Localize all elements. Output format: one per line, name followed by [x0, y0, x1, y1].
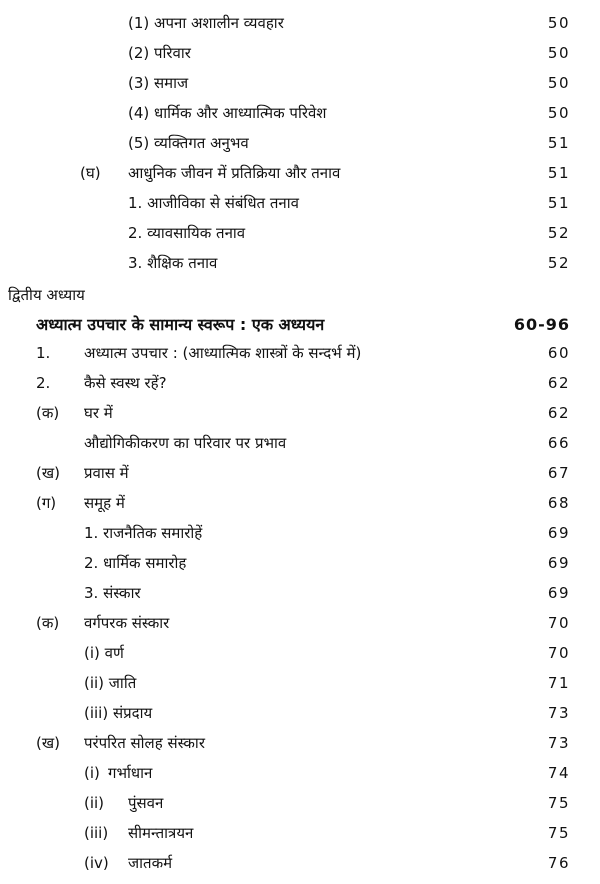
entry-text: औद्योगिकीकरण का परिवार पर प्रभाव: [84, 434, 287, 452]
page-number: 73: [547, 734, 570, 752]
entry-text: आधुनिक जीवन में प्रतिक्रिया और तनाव: [128, 164, 341, 182]
entry-text: (4) धार्मिक और आध्यात्मिक परिवेश: [128, 104, 327, 122]
entry-text: परंपरित सोलह संस्कार: [84, 734, 205, 752]
page-number: 50: [547, 44, 570, 62]
toc-entry: [0, 518, 600, 548]
entry-text: पुंसवन: [128, 794, 164, 812]
toc-entry: [0, 338, 600, 368]
page-number: 62: [547, 404, 570, 422]
toc-entry: [0, 428, 600, 458]
entry-text: अध्यात्म उपचार : (आध्यात्मिक शास्त्रों के सन्दर्भ में): [84, 344, 362, 362]
toc-entry: [0, 248, 600, 278]
page-number: 51: [547, 164, 570, 182]
page-number: 75: [547, 794, 570, 812]
entry-text: 2. धार्मिक समारोह: [84, 554, 187, 572]
entry-text: 1. राजनैतिक समारोहें: [84, 524, 203, 542]
entry-text: (iii) संप्रदाय: [84, 704, 153, 722]
toc-entry: [0, 848, 600, 878]
page-number: 66: [547, 434, 570, 452]
toc-entry: [0, 578, 600, 608]
entry-text: (5) व्यक्तिगत अनुभव: [128, 134, 249, 152]
entry-text: (3) समाज: [128, 74, 189, 92]
entry-marker: (घ): [80, 164, 101, 182]
page-number: 52: [547, 254, 570, 272]
entry-text: 3. संस्कार: [84, 584, 141, 602]
toc-entry: [0, 638, 600, 668]
toc-entry: [0, 8, 600, 38]
chapter-title: अध्यात्म उपचार के सामान्य स्वरूप : एक अध्ययन: [36, 315, 325, 334]
page-number: 51: [547, 134, 570, 152]
page-range: 60-96: [513, 315, 570, 334]
toc-entry: [0, 488, 600, 518]
entry-marker: (i): [84, 764, 100, 782]
entry-text: सीमन्तात्रयन: [128, 824, 194, 842]
page-number: 50: [547, 104, 570, 122]
page-number: 67: [547, 464, 570, 482]
page-number: 74: [547, 764, 570, 782]
toc-entry: [0, 38, 600, 68]
toc-entry: [0, 188, 600, 218]
entry-text: 2. व्यावसायिक तनाव: [128, 224, 246, 242]
entry-text: घर में: [84, 404, 113, 422]
page-number: 50: [547, 74, 570, 92]
entry-marker: (iii): [84, 824, 109, 842]
toc-entry: [0, 758, 600, 788]
entry-marker: 2.: [36, 374, 51, 392]
chapter-label: द्वितीय अध्याय: [8, 286, 85, 304]
page-number: 73: [547, 704, 570, 722]
entry-text: (i) वर्ण: [84, 644, 124, 662]
toc-entry: [0, 818, 600, 848]
entry-marker: (क): [36, 614, 60, 632]
toc-entry: [0, 458, 600, 488]
toc-entry: [0, 668, 600, 698]
chapter-title-row: [0, 310, 600, 340]
entry-text: 1. आजीविका से संबंधित तनाव: [128, 194, 299, 212]
toc-entry: [0, 368, 600, 398]
page-number: 70: [547, 644, 570, 662]
toc-entry: [0, 548, 600, 578]
page-number: 69: [547, 584, 570, 602]
page-number: 75: [547, 824, 570, 842]
toc-entry: [0, 98, 600, 128]
entry-marker: (ii): [84, 794, 105, 812]
page-number: 69: [547, 524, 570, 542]
entry-text: गर्भाधान: [108, 764, 153, 782]
entry-text: प्रवास में: [84, 464, 129, 482]
entry-text: कैसे स्वस्थ रहें?: [84, 374, 167, 392]
page-number: 76: [547, 854, 570, 872]
page-number: 52: [547, 224, 570, 242]
toc-entry: [0, 788, 600, 818]
toc-entry: [0, 728, 600, 758]
toc-entry: [0, 128, 600, 158]
entry-marker: (ख): [36, 734, 60, 752]
entry-text: (ii) जाति: [84, 674, 137, 692]
page-number: 70: [547, 614, 570, 632]
page-number: 50: [547, 14, 570, 32]
entry-text: वर्गपरक संस्कार: [84, 614, 170, 632]
entry-marker: (iv): [84, 854, 109, 872]
toc-entry: [0, 158, 600, 188]
entry-text: जातकर्म: [128, 854, 173, 872]
toc-entry: [0, 698, 600, 728]
entry-marker: 1.: [36, 344, 51, 362]
page-number: 62: [547, 374, 570, 392]
page-number: 68: [547, 494, 570, 512]
entry-marker: (क): [36, 404, 60, 422]
chapter-label-row: [0, 280, 600, 310]
entry-text: समूह में: [84, 494, 125, 512]
entry-marker: (ग): [36, 494, 57, 512]
entry-text: 3. शैक्षिक तनाव: [128, 254, 218, 272]
page-number: 51: [547, 194, 570, 212]
entry-text: (1) अपना अशालीन व्यवहार: [128, 14, 284, 32]
entry-marker: (ख): [36, 464, 60, 482]
toc-entry: [0, 68, 600, 98]
toc-entry: [0, 218, 600, 248]
page-number: 60: [547, 344, 570, 362]
toc-entry: [0, 398, 600, 428]
page-number: 71: [547, 674, 570, 692]
entry-text: (2) परिवार: [128, 44, 191, 62]
toc-entry: [0, 608, 600, 638]
page-number: 69: [547, 554, 570, 572]
